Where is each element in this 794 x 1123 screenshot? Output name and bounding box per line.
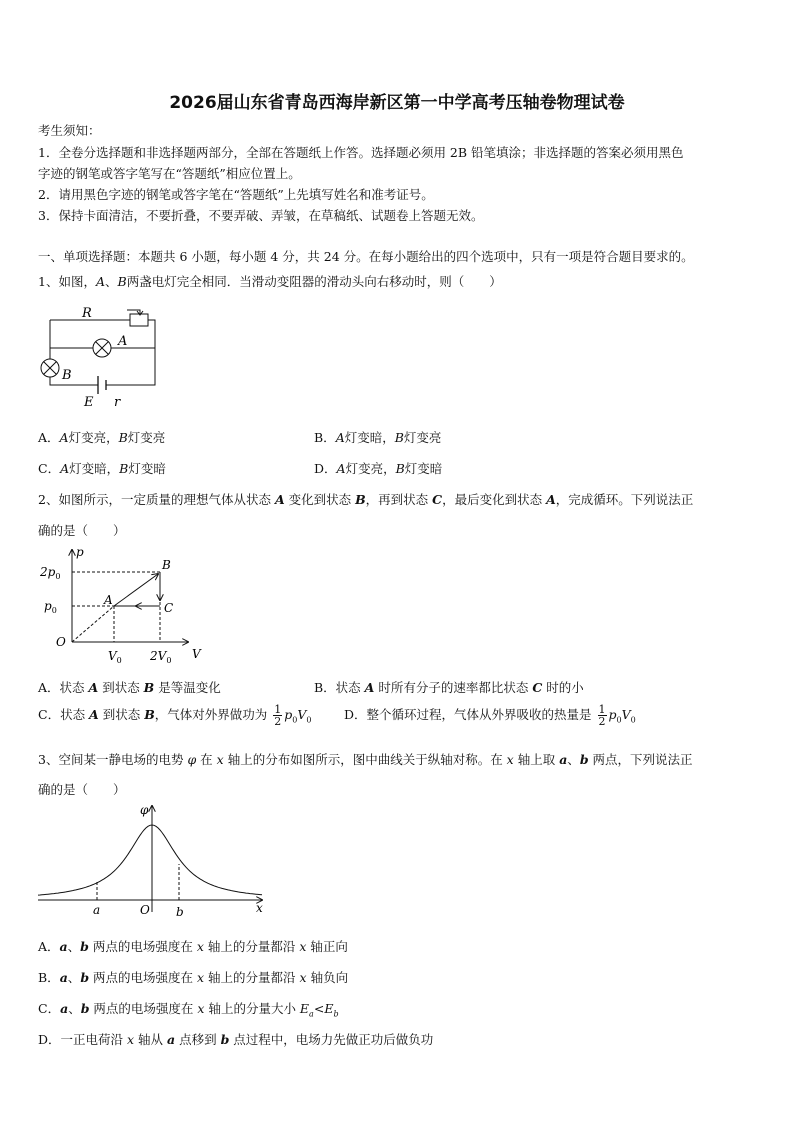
label-A: A — [118, 334, 128, 349]
notice-heading: 考生须知： — [38, 123, 101, 138]
potential-graph — [36, 800, 276, 922]
point-a-label: a — [93, 903, 101, 917]
notice-item-1: 1．全卷分选择题和非选择题两部分，全部在答题纸上作答。选择题必须用 2B 铅笔填涂；非选择题的答案必须用黑色 — [38, 145, 684, 160]
q3-option-c: C．a、b 两点的电场强度在 x 轴上的分量大小 $E_a<E_b$ — [38, 1001, 339, 1019]
section-heading: 一、单项选择题：本题共 6 小题，每小题 4 分，共 24 分。在每小题给出的四个选项中，只有一项是符合题目要求的。 — [38, 249, 694, 264]
q3-option-d: D．一正电荷沿 x 轴从 a 点移到 b 点过程中，电场力先做正功后做负功 — [38, 1032, 434, 1047]
circuit-diagram — [30, 300, 170, 412]
q3-option-b: B．a、b 两点的电场强度在 x 轴上的分量都沿 x 轴负向 — [38, 970, 349, 985]
question-2-stem-cont: 确的是（ ） — [38, 523, 126, 538]
state-B-label: B — [162, 558, 171, 572]
q2-option-b: B．状态 A 时所有分子的速率都比状态 C 时的小 — [314, 680, 584, 695]
label-E: E — [84, 395, 94, 410]
tick-2V0: $2V_0$ — [150, 649, 172, 665]
question-3-stem: 3、空间某一静电场的电势 φ 在 x 轴上的分布如图所示，图中曲线关于纵轴对称。在 x 轴上取 a、b 两点，下列说法正 — [38, 752, 693, 767]
q1-option-d: D．A灯变亮，B灯变暗 — [314, 461, 443, 476]
tick-2p0: $2p_0$ — [40, 565, 61, 581]
tick-p0: $p_0$ — [44, 599, 57, 615]
potential-curve — [38, 825, 262, 895]
q1-option-c: C．A灯变暗，B灯变暗 — [38, 461, 166, 476]
tick-V0: $V_0$ — [108, 649, 122, 665]
question-3-stem-cont: 确的是（ ） — [38, 782, 126, 797]
question-2-stem: 2、如图所示，一定质量的理想气体从状态 A 变化到状态 B，再到状态 C，最后变化到状态 A，完成循环。下列说法正 — [38, 492, 694, 507]
pv-diagram — [36, 542, 206, 670]
axis-label-x: x — [256, 901, 263, 915]
label-R: R — [82, 306, 92, 321]
q3-option-a: A．a、b 两点的电场强度在 x 轴上的分量都沿 x 轴正向 — [38, 939, 348, 954]
q1-option-a: A．A灯变亮，B灯变亮 — [38, 430, 166, 445]
q2-option-d: D．整个循环过程，气体从外界吸收的热量是 $\frac{1}{2}$ $p_0V_0$ — [344, 703, 636, 728]
axis-label-phi: φ — [140, 803, 149, 817]
page-title: 2026届山东省青岛西海岸新区第一中学高考压轴卷物理试卷 — [169, 93, 625, 113]
state-A-label: A — [104, 593, 113, 607]
fraction-half: $\frac{1}{2}$ — [274, 703, 282, 728]
point-b-label: b — [176, 905, 184, 919]
label-B: B — [62, 368, 72, 383]
q2-option-a: A．状态 A 到状态 B 是等温变化 — [38, 680, 221, 695]
axis-label-V: V — [192, 647, 201, 661]
fraction-half: $\frac{1}{2}$ — [598, 703, 606, 728]
notice-item-2: 2．请用黑色字迹的钢笔或答字笔在“答题纸”上先填写姓名和准考证号。 — [38, 187, 434, 202]
q2-option-c: C．状态 A 到状态 B，气体对外界做功为 $\frac{1}{2}$ $p_0V_0$ — [38, 703, 312, 728]
notice-item-3: 3．保持卡面清洁，不要折叠，不要弄破、弄皱，在草稿纸、试题卷上答题无效。 — [38, 208, 484, 223]
q1-option-b: B．A灯变暗，B灯变亮 — [314, 430, 442, 445]
notice-item-1-cont: 字迹的钢笔或答字笔写在“答题纸”相应位置上。 — [38, 166, 301, 181]
state-C-label: C — [164, 601, 174, 615]
origin-label: O — [140, 903, 150, 917]
origin-label: O — [56, 635, 66, 649]
label-r: r — [114, 395, 121, 410]
axis-label-p: p — [76, 545, 84, 559]
question-1-stem: 1、如图，A、B两盏电灯完全相同．当滑动变阻器的滑动头向右移动时，则（ ） — [38, 274, 502, 289]
